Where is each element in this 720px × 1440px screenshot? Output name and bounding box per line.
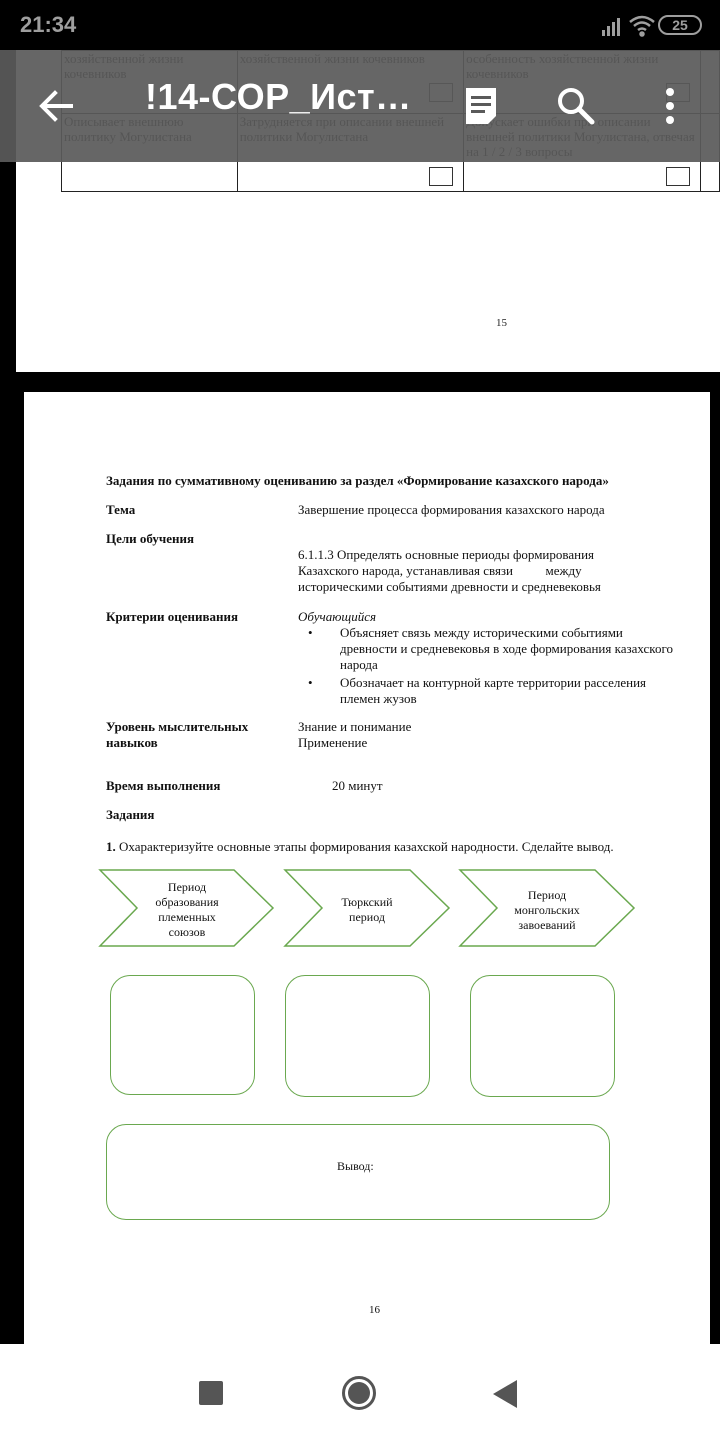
period-label: Тюркский период [341,895,393,924]
criteria-list [298,625,678,709]
time-value: 20 минут [332,778,383,793]
more-vert-icon[interactable] [662,86,678,126]
goals-line: 6.1.1.3 Определять основные периоды формирования [298,547,595,562]
answer-box[interactable] [470,975,615,1097]
skills-label: Уровень мыслительных [106,719,249,734]
navigation-bar [0,1344,720,1440]
period-label: Период образования племенных союзов [155,880,219,939]
topic-value: Завершение процесса формирования казахского народа [298,502,605,517]
period-label: Период монгольских завоеваний [514,888,580,932]
page-number: 15 [496,317,507,329]
back-arrow-icon[interactable] [38,88,74,124]
skills-value: Применение [298,735,368,750]
goals-line: Казахского народа, устанавливая связи между [298,563,582,578]
back-nav-icon[interactable] [493,1380,519,1408]
document-title: !14-СОР_Ист… [145,76,412,117]
list-item: • Обозначает на контурной карте территории расселения племен жузов [298,675,678,707]
outline-icon[interactable] [462,86,500,126]
criteria-intro: Обучающийся [298,609,377,624]
status-icons [602,12,702,38]
conclusion-box[interactable] [106,1124,610,1220]
task-1: 1. Охарактеризуйте основные этапы формирования казахской народности. Сделайте вывод. [106,839,614,854]
answer-box[interactable] [110,975,255,1095]
list-item: • Объясняет связь между историческими событиями древности и средневековья в ходе формирования казахского народа [298,625,678,673]
tasks-label: Задания [106,807,155,822]
page-number: 16 [369,1304,380,1316]
checkbox[interactable] [429,167,453,186]
criteria-label: Критерии оценивания [106,609,239,624]
battery-level: 25 [672,17,688,33]
signal-icon [602,18,620,36]
search-icon[interactable] [556,86,596,126]
app-bar [0,50,720,162]
section-heading: Задания по суммативному оцениванию за раздел «Формирование казахского народа» [106,473,609,488]
page-16 [24,392,710,1344]
skills-value: Знание и понимание [298,719,412,734]
goals-label: Цели обучения [106,531,195,546]
answer-box[interactable] [285,975,430,1097]
conclusion-label: Вывод: [337,1159,374,1173]
checkbox[interactable] [666,167,690,186]
home-icon[interactable] [341,1375,377,1411]
recent-apps-icon[interactable] [199,1381,223,1405]
status-bar [0,0,720,50]
topic-label: Тема [106,502,136,517]
skills-label: навыков [106,735,158,750]
clock: 21:34 [20,12,77,37]
goals-line: историческими событиями древности и средневековья [298,579,601,594]
time-label: Время выполнения [106,778,221,793]
wifi-icon [630,17,654,36]
